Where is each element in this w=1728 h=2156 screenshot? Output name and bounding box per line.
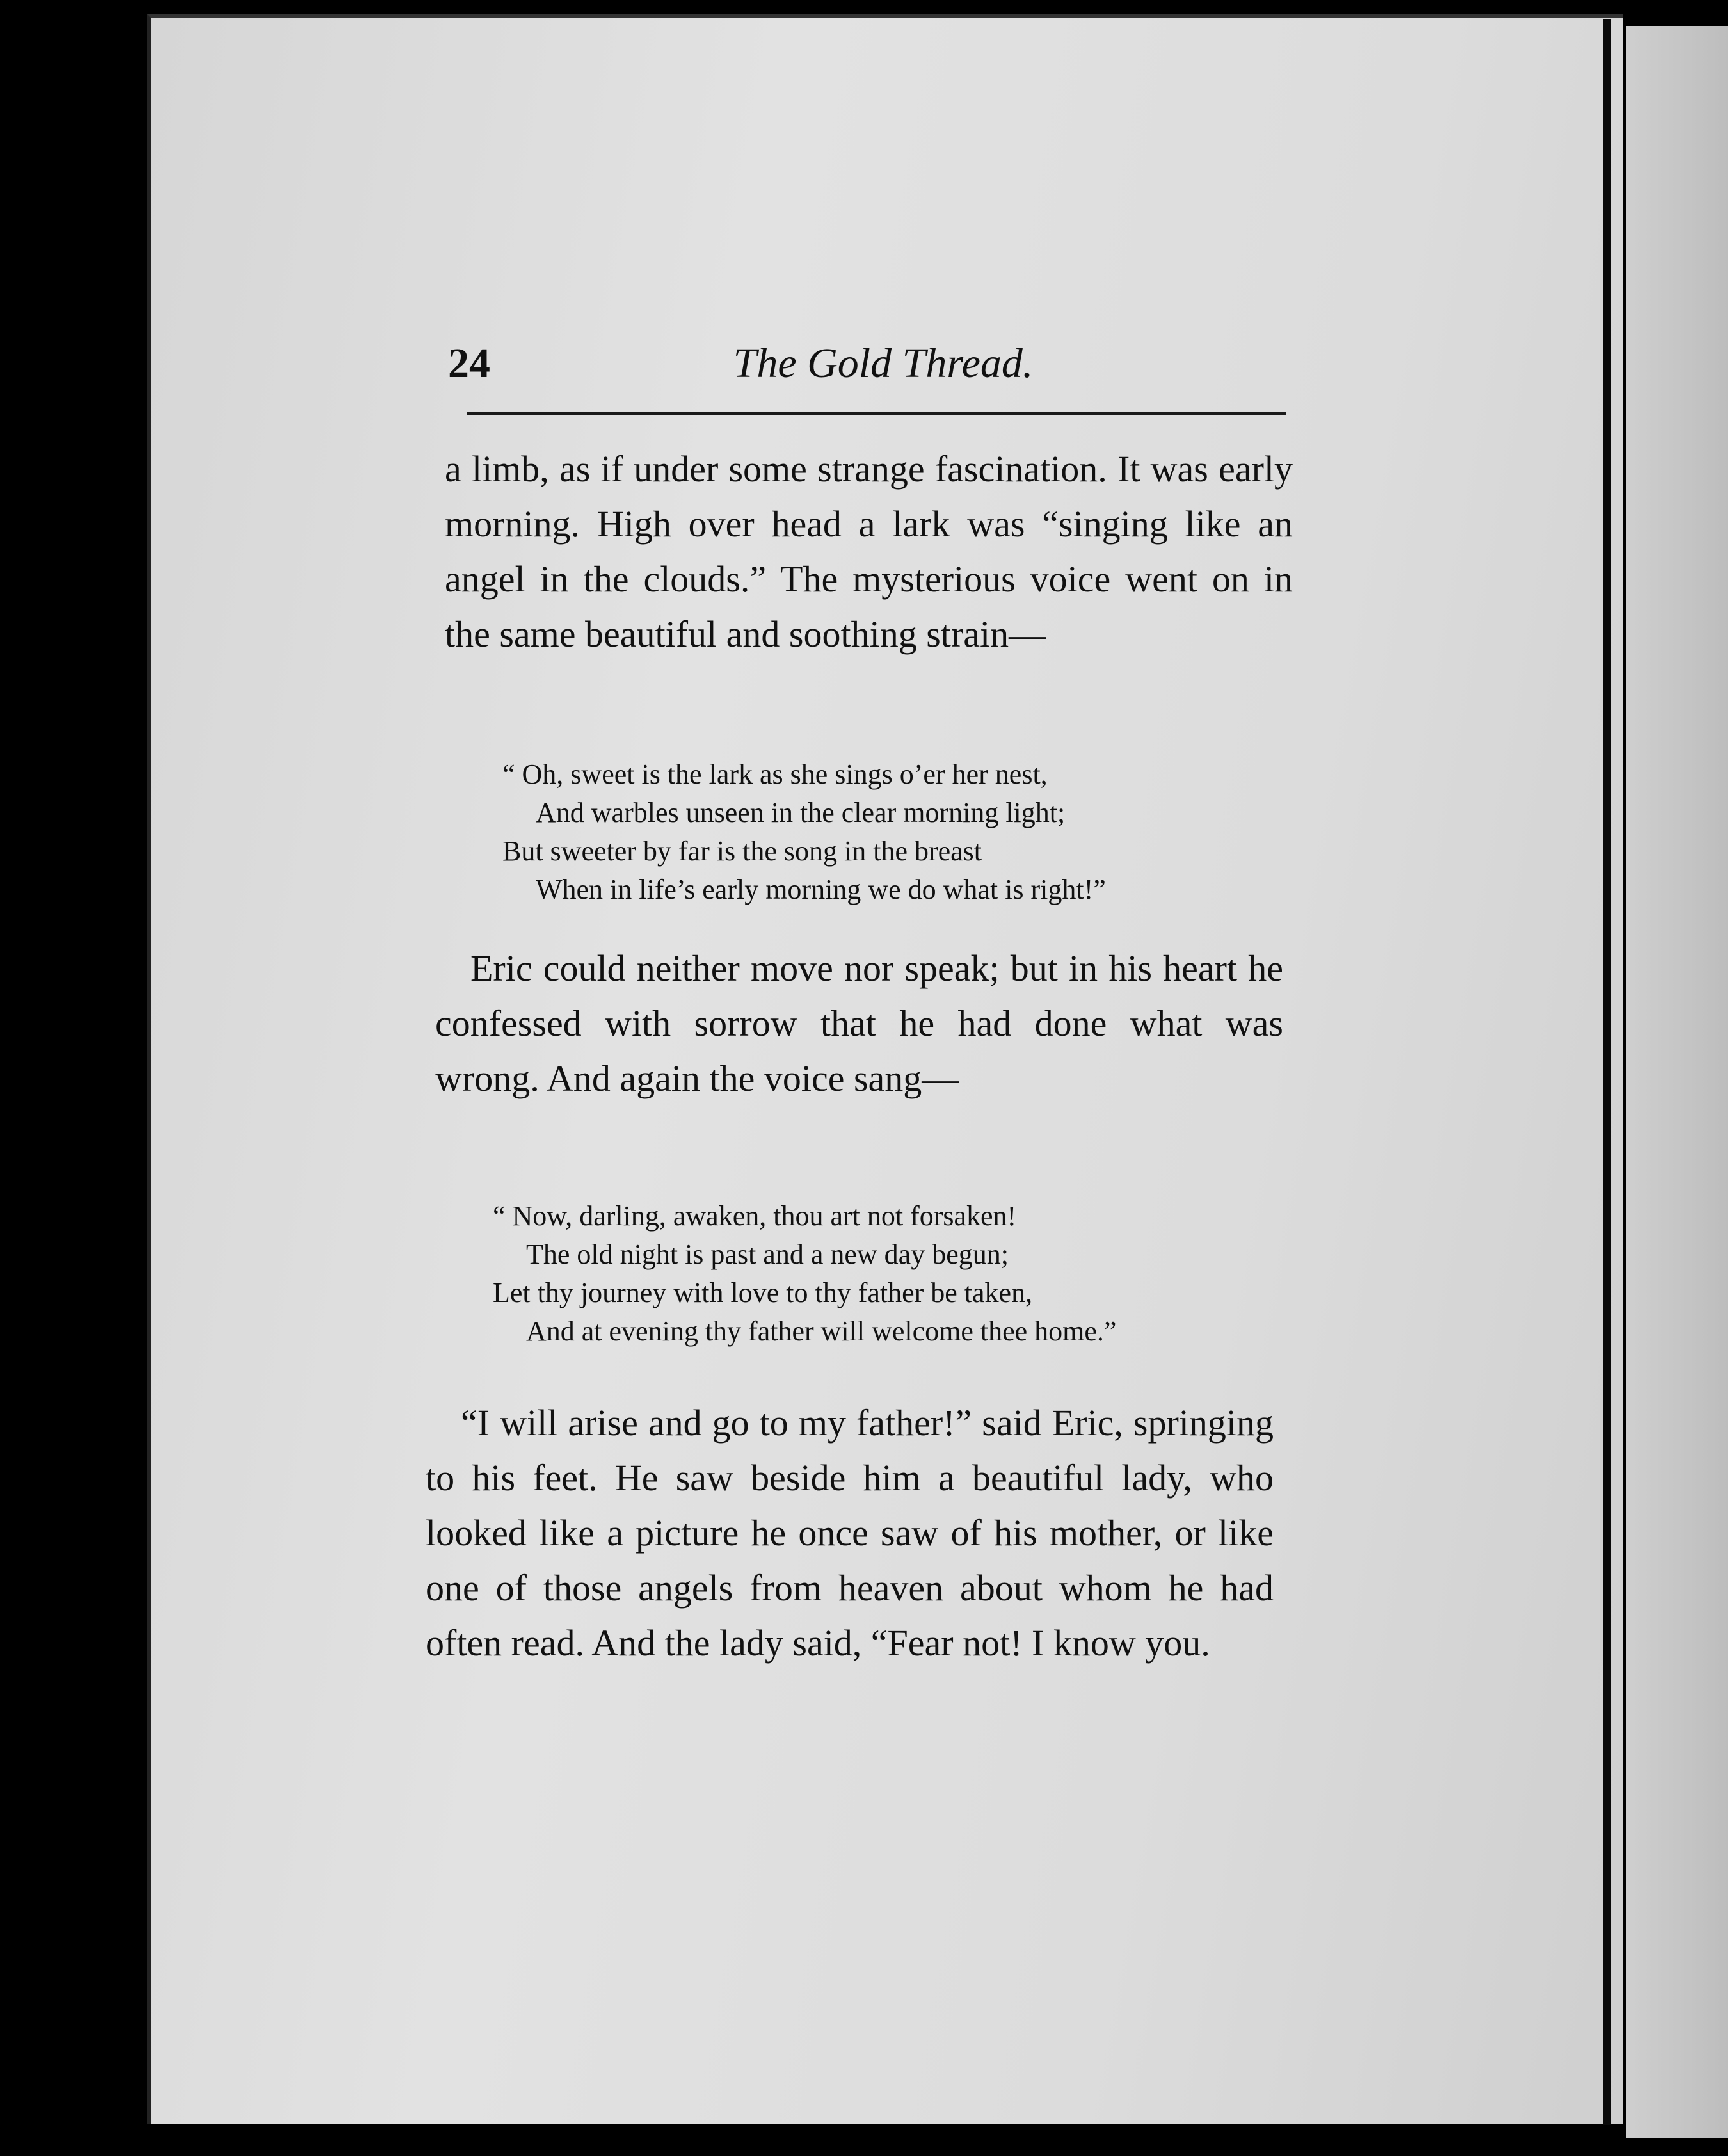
paragraph-text: Eric could neither move nor speak; but in his heart he confessed with sorrow that he had done what was wrong. And again the voice sang— <box>435 947 1283 1099</box>
page-number: 24 <box>448 340 490 387</box>
running-title: The Gold Thread. <box>733 340 1034 387</box>
verse-line: But sweeter by far is the song in the breast <box>502 835 982 867</box>
running-head <box>448 339 1299 403</box>
verse-line: And warbles unseen in the clear morning light; <box>536 797 1066 828</box>
paragraph-2 <box>435 941 1283 1106</box>
verse-line: “ Oh, sweet is the lark as she sings o’er her nest, <box>502 759 1048 790</box>
verse-line: When in life’s early morning we do what is right!” <box>536 874 1106 905</box>
paragraph-3 <box>426 1396 1274 1671</box>
paragraph-1 <box>445 442 1293 662</box>
verse-line: The old night is past and a new day begun; <box>526 1239 1009 1270</box>
header-rule <box>467 412 1286 415</box>
verse-stanza-2 <box>493 1197 1267 1351</box>
paragraph-text: “I will arise and go to my father!” said Eric, springing to his feet. He saw beside him a beautiful lady, who looked like a picture he once saw of his mother, or like one of those angels from heaven about whom he had often read. And the lady said, “Fear not! I know you. <box>426 1402 1274 1664</box>
verse-line: And at evening thy father will welcome thee home.” <box>526 1315 1117 1347</box>
book-spine-gutter <box>1603 19 1611 2125</box>
facing-page-edge <box>1626 26 1728 2138</box>
verse-line: “ Now, darling, awaken, thou art not forsaken! <box>493 1200 1017 1232</box>
verse-line: Let thy journey with love to thy father be taken, <box>493 1277 1033 1308</box>
verse-stanza-1 <box>502 755 1277 909</box>
paragraph-text: a limb, as if under some strange fascination. It was early morning. High over head a lark was “singing like an angel in the clouds.” The mysterious voice went on in the same beautiful and soothing strain— <box>445 448 1293 655</box>
